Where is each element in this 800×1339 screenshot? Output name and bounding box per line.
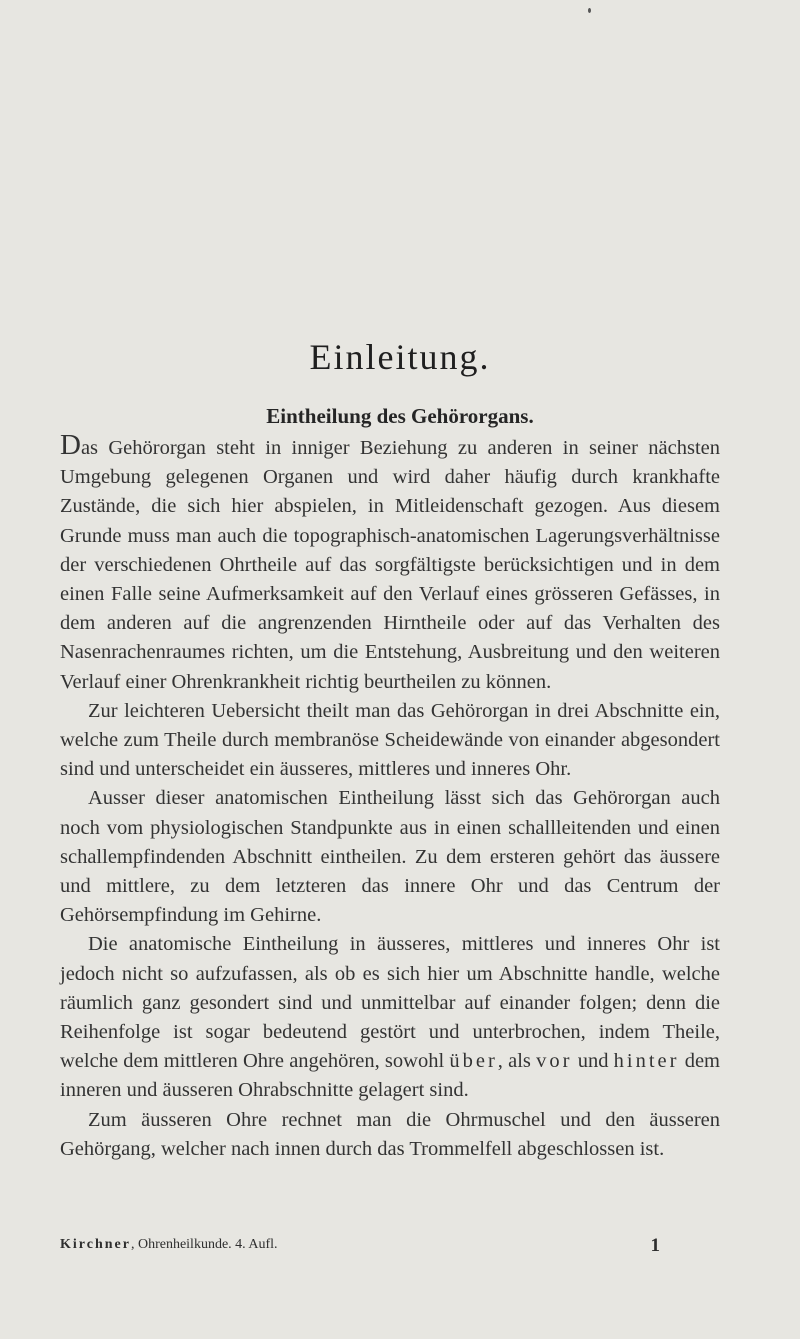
footer-author: Kirchner [60, 1237, 131, 1252]
footer-source: , Ohrenheilkunde. 4. Aufl. [130, 1237, 278, 1252]
body-text [60, 429, 720, 1164]
paragraph-text: und [577, 1050, 609, 1073]
paragraph: Zum äusseren Ohre rechnet man die Ohrmuschel und den äusseren Gehörgang, welcher nach innen durch das Trommelfell abgeschlossen ist. [60, 1108, 720, 1160]
paragraph-text: , als [497, 1050, 531, 1073]
section-title: Eintheilung des Gehörorgans. [266, 404, 534, 428]
page-number: 1 [650, 1235, 660, 1256]
print-speck [588, 8, 591, 13]
paragraph: Zur leichteren Uebersicht theilt man das Gehörorgan in drei Abschnitte ein, welche zum Theile durch membranöse Scheidewände von einander abgesondert sind und unterscheidet ein äusseres, mittleres und inneres Ohr. [60, 699, 720, 781]
paragraph-text: Die anatomische Eintheilung in äusseres, mittleres und inneres Ohr ist jedoch nicht so aufzufassen, als ob es sich hier um Abschnitte handle, welche räumlich ganz gesondert sind und unmittelbar auf einander folgen; denn die Reihenfolge ist sogar bedeutend gestört und unterbrochen, indem Theile, welche dem mittleren Ohre angehören, sowohl [60, 933, 720, 1073]
emphasis-text: hinter [613, 1050, 680, 1073]
page-footer [60, 1235, 720, 1256]
paragraph-text: as Gehörorgan steht in inniger Beziehung zu anderen in seiner nächsten Umgebung gelegenen Organen und wird daher häufig durch krankhafte Zustände, die sich hier abspielen, in Mitleidenschaft gezogen. Aus diesem Grunde muss man auch die topographisch-anatomischen Lagerungsverhältnisse der verschiedenen Ohrtheile auf das sorgfältigste berücksichtigen und in dem einen Falle seine Aufmerksamkeit auf den Verlauf eines grösseren Gefässes, in dem anderen auf die angrenzenden Hirntheile oder auf das Verhalten des Nasenrachenraumes richten, um die Entstehung, Ausbreitung und den weiteren Verlauf einer Ohrenkrankheit richtig beurtheilen zu können. [60, 437, 720, 693]
chapter-title: Einleitung. [309, 337, 491, 377]
paragraph-text: dem inneren und äusseren Ohrabschnitte gelagert sind. [60, 1050, 720, 1102]
drop-cap: D [60, 429, 81, 461]
paragraph: Ausser dieser anatomischen Eintheilung lässt sich das Gehörorgan auch noch vom physiologischen Standpunkte aus in einen schallleitenden und einen schallempfindenden Abschnitt eintheilen. Zu dem ersteren gehört das äussere und mittlere, zu dem letzteren das innere Ohr und das Centrum der Gehörsempfindung im Gehirne. [60, 787, 720, 927]
emphasis-text: über [449, 1050, 498, 1073]
paragraph [60, 930, 720, 1105]
emphasis-text: vor [536, 1050, 573, 1073]
paragraph [60, 429, 720, 697]
